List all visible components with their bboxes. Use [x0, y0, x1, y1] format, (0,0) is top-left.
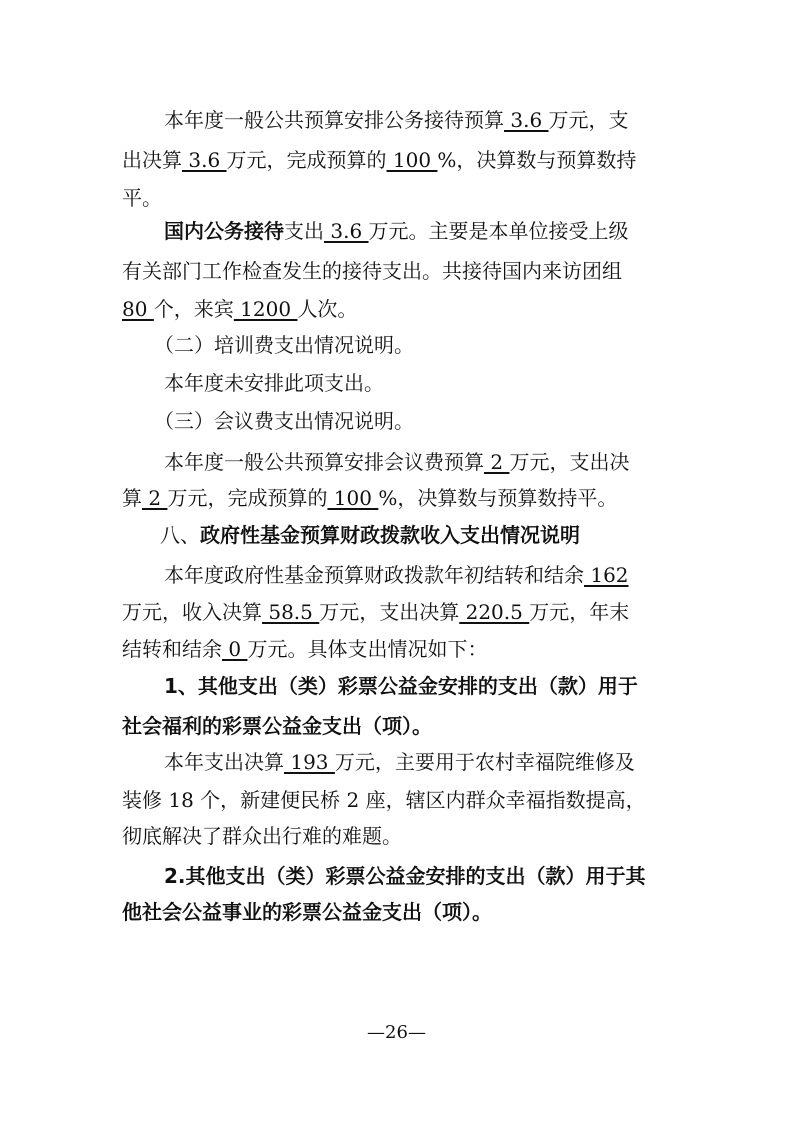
meeting-line2: [122, 484, 617, 512]
text: 万元。具体支出情况如下：: [247, 637, 488, 661]
text: 万元，支出决: [509, 450, 630, 474]
p1-line2: [122, 146, 636, 174]
text: 有关部门工作检查发生的接待支出。共接待国内来访团组: [122, 259, 622, 283]
heading-training: [154, 331, 414, 359]
text: 万元，收入决算: [122, 600, 262, 624]
value-underlined: 100: [386, 148, 438, 172]
bold-heading: 政府性基金预算财政拨款收入支出情况说明: [200, 523, 580, 547]
text: 社会福利的彩票公益金支出（项）。: [122, 714, 432, 738]
p1-line1: [164, 106, 629, 134]
text: （三）会议费支出情况说明。: [154, 409, 414, 433]
item1-text-line2: [122, 786, 646, 814]
text: 支出: [284, 219, 324, 243]
text: 结转和结余: [122, 637, 222, 661]
section8-heading: [160, 521, 580, 549]
fund-line2: [122, 598, 629, 626]
text: 本年度政府性基金预算财政拨款年初结转和结余: [164, 563, 584, 587]
text: 万元，完成预算的: [226, 148, 387, 172]
text: 出决算: [122, 148, 182, 172]
value-underlined: 80: [122, 297, 154, 321]
text: 万元，主要用于农村幸福院维修及: [334, 750, 635, 774]
item1-text-line1: [164, 748, 635, 776]
text: 万元，支: [548, 108, 629, 132]
value-underlined: 220.5: [459, 600, 530, 624]
value-underlined: 58.5: [262, 600, 320, 624]
page-number: —26—: [367, 1022, 426, 1043]
text: 他社会公益事业的彩票公益金支出（项）。: [122, 900, 492, 924]
item2-line1: [164, 862, 646, 890]
bold-lead: 国内公务接待: [164, 219, 284, 243]
p1-line3: [122, 184, 162, 212]
p2-line2: [122, 257, 622, 285]
text: 装修 18 个，新建便民桥 2 座，辖区内群众幸福指数提高，: [122, 788, 646, 812]
text: 万元，支出决算: [319, 600, 460, 624]
value-underlined: 193: [284, 750, 335, 774]
text: 八、: [160, 523, 200, 547]
text: 算: [122, 486, 142, 510]
item2-line2: [122, 898, 492, 926]
text: （二）培训费支出情况说明。: [154, 333, 414, 357]
text: 本年度一般公共预算安排会议费预算: [164, 450, 484, 474]
item1-line1: [164, 672, 638, 700]
value-underlined: 0: [222, 637, 248, 661]
text: 人次。: [297, 297, 358, 321]
value-underlined: 100: [327, 486, 379, 510]
text: 万元，年末: [529, 600, 630, 624]
text: %，决算数与预算数持平。: [378, 486, 618, 510]
fund-line3: [122, 635, 487, 663]
text: 2.其他支出（类）彩票公益金安排的支出（款）用于其: [164, 864, 646, 888]
text: 本年支出决算: [164, 750, 284, 774]
text: 本年度未安排此项支出。: [164, 371, 384, 395]
item1-text-line3: [122, 822, 402, 850]
training-text: [164, 369, 384, 397]
value-underlined: 162: [584, 563, 629, 587]
text: 个，来宾: [153, 297, 234, 321]
value-underlined: 3.6: [504, 108, 549, 132]
fund-line1: [164, 561, 629, 589]
text: 万元。主要是本单位接受上级: [368, 219, 629, 243]
value-underlined: 2: [142, 486, 168, 510]
value-underlined: 1200: [233, 297, 298, 321]
text: 本年度一般公共预算安排公务接待预算: [164, 108, 504, 132]
text: 1、其他支出（类）彩票公益金安排的支出（款）用于: [164, 674, 638, 698]
heading-meeting: [154, 407, 414, 435]
value-underlined: 3.6: [182, 148, 227, 172]
text: 平。: [122, 186, 162, 210]
p2-line3: [122, 295, 357, 323]
text: %，决算数与预算数持: [437, 148, 637, 172]
p2-line1: [164, 217, 629, 245]
meeting-line1: [164, 448, 629, 476]
text: 彻底解决了群众出行难的难题。: [122, 824, 402, 848]
value-underlined: 3.6: [324, 219, 369, 243]
value-underlined: 2: [484, 450, 510, 474]
text: 万元，完成预算的: [167, 486, 328, 510]
item1-line2: [122, 712, 432, 740]
